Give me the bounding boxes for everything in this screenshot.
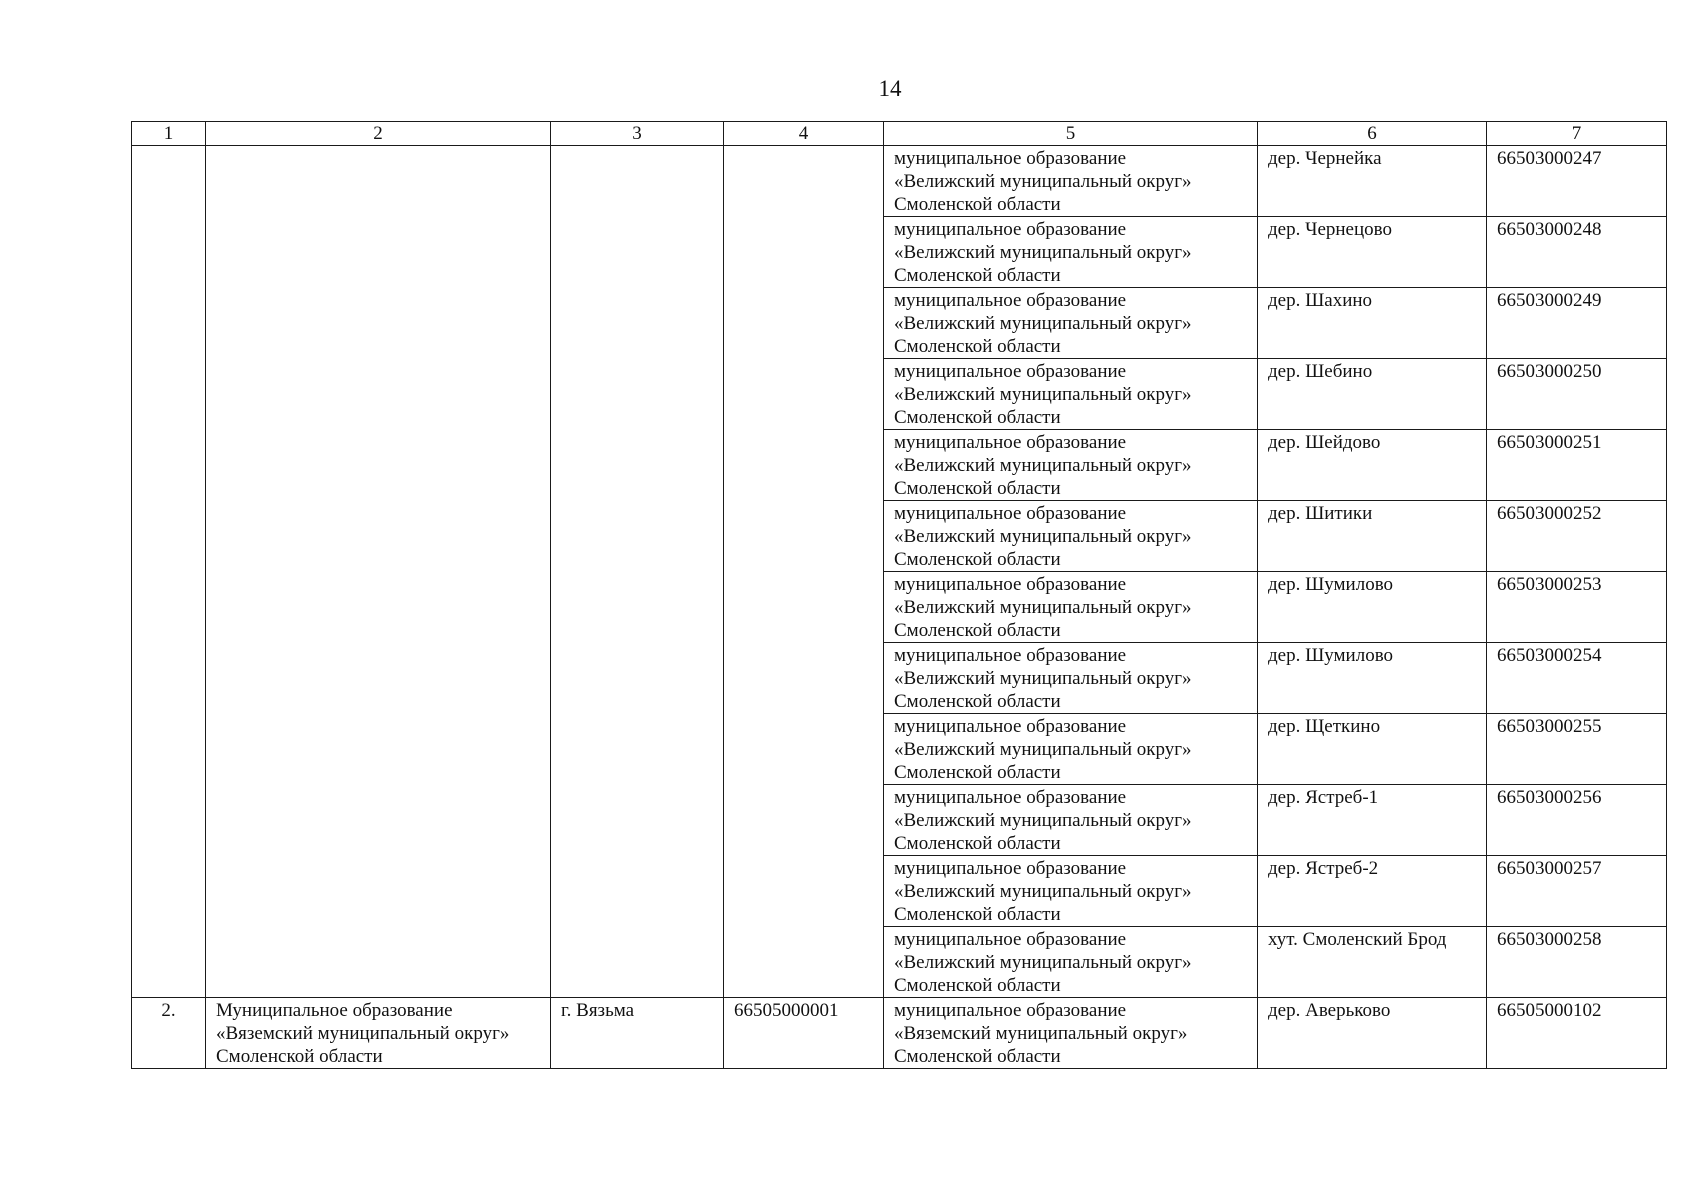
cell-line: Смоленской области [894,762,1061,783]
cell-line: Смоленской области [894,975,1061,996]
settlement-name-cell: дер. Шумилово [1258,572,1487,643]
cell-line: «Велижский муниципальный округ» [894,952,1192,973]
settlement-oktmo-cell: 66503000257 [1487,856,1667,927]
settlement-municipality-cell [884,714,1258,785]
cell-line: муниципальное образование [894,858,1127,879]
settlement-oktmo-cell: 66503000248 [1487,217,1667,288]
settlement-oktmo-cell: 66503000255 [1487,714,1667,785]
cell-line: «Велижский муниципальный округ» [894,810,1192,831]
cell-line: «Велижский муниципальный округ» [894,313,1192,334]
cell-line: Смоленской области [894,1046,1061,1067]
cell-line: Муниципальное образование [216,1000,453,1021]
settlement-oktmo-cell: 66503000251 [1487,430,1667,501]
settlement-name-cell: дер. Шебино [1258,359,1487,430]
cell-line: «Велижский муниципальный округ» [894,526,1192,547]
municipality-cell [206,998,551,1069]
center-oktmo-cell: 66505000001 [724,998,884,1069]
row-number-cell: 2. [132,998,206,1069]
settlement-oktmo-cell: 66503000247 [1487,146,1667,217]
settlement-oktmo-cell: 66505000102 [1487,998,1667,1069]
settlement-municipality-cell [884,572,1258,643]
cell-line: муниципальное образование [894,432,1127,453]
cell-line: «Велижский муниципальный округ» [894,881,1192,902]
settlement-name-cell: дер. Шитики [1258,501,1487,572]
cell-line: муниципальное образование [894,929,1127,950]
cell-line: Смоленской области [894,336,1061,357]
cell-line: «Велижский муниципальный округ» [894,739,1192,760]
column-number-5: 5 [884,122,1258,146]
cell-line: Смоленской области [894,478,1061,499]
cell-line: муниципальное образование [894,503,1127,524]
cell-line: муниципальное образование [894,361,1127,382]
cell-line: «Велижский муниципальный округ» [894,597,1192,618]
cell-line: «Велижский муниципальный округ» [894,668,1192,689]
cell-line: муниципальное образование [894,219,1127,240]
cell-line: муниципальное образование [894,290,1127,311]
page-number: 14 [878,76,902,101]
settlement-oktmo-cell: 66503000254 [1487,643,1667,714]
settlement-name-cell: хут. Смоленский Брод [1258,927,1487,998]
settlement-oktmo-cell: 66503000249 [1487,288,1667,359]
cell-line: «Велижский муниципальный округ» [894,171,1192,192]
cell-line: муниципальное образование [894,716,1127,737]
municipality-cell [206,146,551,998]
row-number-cell [132,146,206,998]
cell-line: «Велижский муниципальный округ» [894,384,1192,405]
cell-line: муниципальное образование [894,645,1127,666]
cell-line: Смоленской области [894,833,1061,854]
settlement-oktmo-cell: 66503000256 [1487,785,1667,856]
cell-line: «Велижский муниципальный округ» [894,455,1192,476]
column-number-7: 7 [1487,122,1667,146]
table-row [132,998,1667,1069]
center-oktmo-cell [724,146,884,998]
cell-line: Смоленской области [894,620,1061,641]
cell-line: Смоленской области [894,265,1061,286]
settlement-name-cell: дер. Шумилово [1258,643,1487,714]
column-number-2: 2 [206,122,551,146]
settlements-table [131,121,1667,1069]
settlement-name-cell: дер. Шейдово [1258,430,1487,501]
column-number-row [132,122,1667,146]
settlement-name-cell: дер. Ястреб-1 [1258,785,1487,856]
cell-line: Смоленской области [894,194,1061,215]
settlement-municipality-cell [884,288,1258,359]
settlement-name-cell: дер. Аверьково [1258,998,1487,1069]
settlement-name-cell: дер. Чернецово [1258,217,1487,288]
center-cell: г. Вязьма [551,998,724,1069]
settlement-municipality-cell [884,643,1258,714]
settlement-municipality-cell [884,785,1258,856]
column-number-1: 1 [132,122,206,146]
settlement-municipality-cell [884,501,1258,572]
cell-line: «Велижский муниципальный округ» [894,242,1192,263]
settlement-municipality-cell [884,359,1258,430]
settlement-name-cell: дер. Ястреб-2 [1258,856,1487,927]
settlement-municipality-cell [884,927,1258,998]
cell-line: муниципальное образование [894,787,1127,808]
column-number-3: 3 [551,122,724,146]
settlement-name-cell: дер. Чернейка [1258,146,1487,217]
cell-line: «Вяземский муниципальный округ» [894,1023,1188,1044]
cell-line: Смоленской области [216,1046,383,1067]
settlement-name-cell: дер. Щеткино [1258,714,1487,785]
settlement-name-cell: дер. Шахино [1258,288,1487,359]
settlement-oktmo-cell: 66503000252 [1487,501,1667,572]
cell-line: Смоленской области [894,904,1061,925]
settlement-municipality-cell [884,430,1258,501]
column-number-4: 4 [724,122,884,146]
settlement-oktmo-cell: 66503000258 [1487,927,1667,998]
cell-line: «Вяземский муниципальный округ» [216,1023,510,1044]
settlement-municipality-cell [884,998,1258,1069]
settlement-oktmo-cell: 66503000250 [1487,359,1667,430]
cell-line: Смоленской области [894,407,1061,428]
table-body [132,146,1667,1069]
cell-line: муниципальное образование [894,574,1127,595]
settlement-municipality-cell [884,217,1258,288]
cell-line: муниципальное образование [894,1000,1127,1021]
settlement-municipality-cell [884,146,1258,217]
cell-line: Смоленской области [894,549,1061,570]
cell-line: Смоленской области [894,691,1061,712]
center-cell [551,146,724,998]
settlement-municipality-cell [884,856,1258,927]
table-row [132,146,1667,217]
cell-line: муниципальное образование [894,148,1127,169]
settlement-oktmo-cell: 66503000253 [1487,572,1667,643]
column-number-6: 6 [1258,122,1487,146]
